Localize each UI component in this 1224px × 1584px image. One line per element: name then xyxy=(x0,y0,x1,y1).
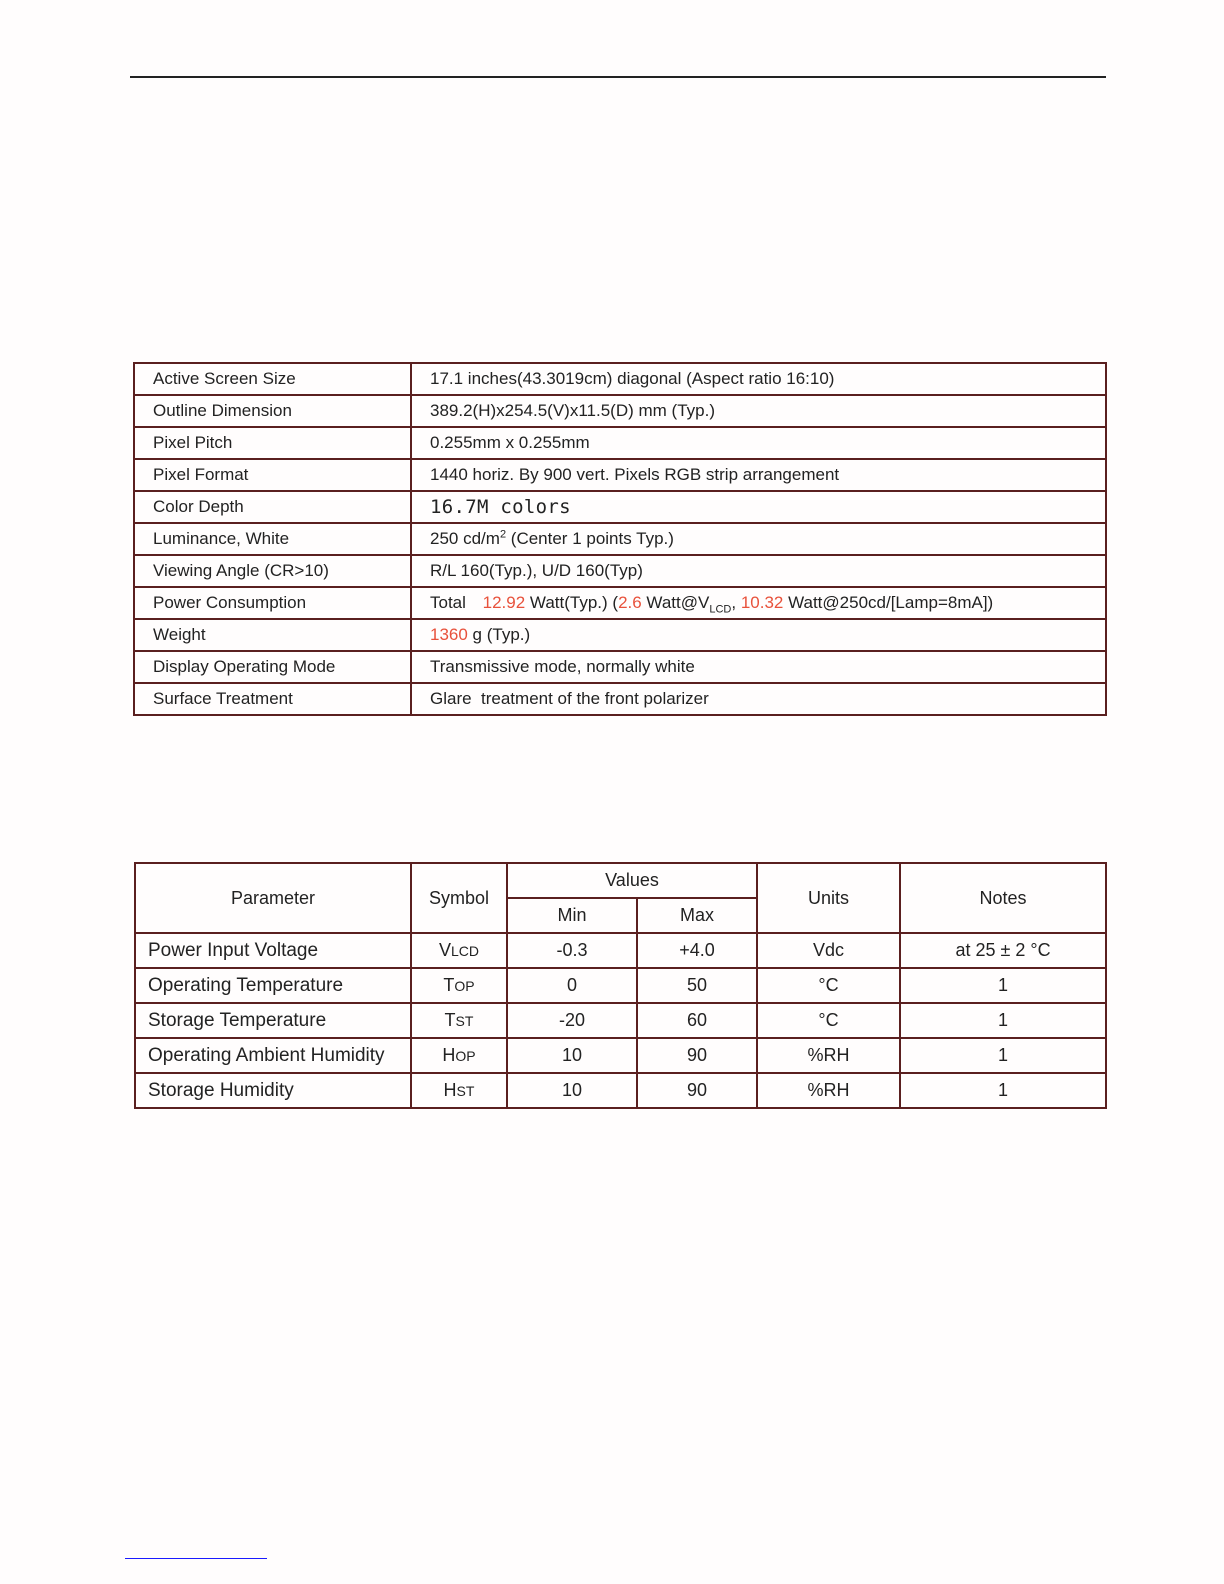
table-row xyxy=(134,683,1106,715)
spec-value xyxy=(411,619,1106,651)
spec-label: Display Operating Mode xyxy=(134,651,411,683)
table-row xyxy=(134,395,1106,427)
spec-value: 0.255mm x 0.255mm xyxy=(411,427,1106,459)
spec-label: Outline Dimension xyxy=(134,395,411,427)
cell-parameter: Operating Temperature xyxy=(135,968,411,1003)
cell-notes: 1 xyxy=(900,1003,1106,1038)
spec-value: R/L 160(Typ.), U/D 160(Typ) xyxy=(411,555,1106,587)
spec-value: 17.1 inches(43.3019cm) diagonal (Aspect ratio 16:10) xyxy=(411,363,1106,395)
value-text: Watt@250cd/[Lamp=8mA]) xyxy=(783,593,994,612)
cell-units: %RH xyxy=(757,1038,900,1073)
table-row xyxy=(134,651,1106,683)
cell-units: %RH xyxy=(757,1073,900,1108)
cell-symbol xyxy=(411,1073,507,1108)
spec-label: Viewing Angle (CR>10) xyxy=(134,555,411,587)
symbol-letter: T xyxy=(444,1010,456,1030)
symbol-letter: H xyxy=(442,1045,456,1065)
table-row xyxy=(135,1073,1106,1108)
highlight-value: 10.32 xyxy=(740,593,784,612)
value-text: 250 cd/m xyxy=(430,529,500,548)
symbol-subscript: LCD xyxy=(451,943,480,959)
spec-label: Pixel Format xyxy=(134,459,411,491)
value-text: , xyxy=(731,593,741,612)
symbol-subscript: ST xyxy=(456,1083,475,1099)
cell-max: +4.0 xyxy=(637,933,757,968)
spec-label: Power Consumption xyxy=(134,587,411,619)
header-notes: Notes xyxy=(900,863,1106,933)
table-row xyxy=(135,968,1106,1003)
cell-notes: 1 xyxy=(900,968,1106,1003)
cell-min: 10 xyxy=(507,1073,637,1108)
symbol-subscript: ST xyxy=(455,1013,474,1029)
symbol-subscript: OP xyxy=(455,1048,476,1064)
spec-value xyxy=(411,523,1106,555)
cell-symbol xyxy=(411,968,507,1003)
header-units: Units xyxy=(757,863,900,933)
highlight-value: 12.92 xyxy=(482,593,526,612)
highlight-value: 1360 xyxy=(430,625,468,644)
cell-min: 0 xyxy=(507,968,637,1003)
header-row xyxy=(135,863,1106,898)
spec-value xyxy=(411,587,1106,619)
header-values: Values xyxy=(507,863,757,898)
cell-notes: 1 xyxy=(900,1073,1106,1108)
spec-label: Active Screen Size xyxy=(134,363,411,395)
cell-units: °C xyxy=(757,968,900,1003)
table-row xyxy=(135,1003,1106,1038)
table-row xyxy=(134,427,1106,459)
table-row xyxy=(135,1038,1106,1073)
spec-value: 1440 horiz. By 900 vert. Pixels RGB strip arrangement xyxy=(411,459,1106,491)
symbol-letter: V xyxy=(438,940,451,960)
table-row xyxy=(134,587,1106,619)
specification-table xyxy=(133,362,1107,716)
spec-value: Glare treatment of the front polarizer xyxy=(411,683,1106,715)
value-text: Total xyxy=(430,593,471,612)
spec-label: Color Depth xyxy=(134,491,411,523)
cell-max: 50 xyxy=(637,968,757,1003)
table-row xyxy=(134,459,1106,491)
spec-value: Transmissive mode, normally white xyxy=(411,651,1106,683)
absolute-ratings-table xyxy=(134,862,1107,1109)
header-parameter: Parameter xyxy=(135,863,411,933)
table-row xyxy=(134,491,1106,523)
spec-label: Luminance, White xyxy=(134,523,411,555)
subscript: LCD xyxy=(709,603,732,616)
cell-symbol xyxy=(411,1038,507,1073)
table-row xyxy=(134,523,1106,555)
spec-label: Surface Treatment xyxy=(134,683,411,715)
cell-min: 10 xyxy=(507,1038,637,1073)
table-row xyxy=(135,933,1106,968)
table-row xyxy=(134,555,1106,587)
cell-symbol xyxy=(411,1003,507,1038)
cell-notes: 1 xyxy=(900,1038,1106,1073)
symbol-subscript: OP xyxy=(454,978,475,994)
spec-label: Pixel Pitch xyxy=(134,427,411,459)
header-symbol: Symbol xyxy=(411,863,507,933)
highlight-value: 2.6 xyxy=(618,593,642,612)
table-row xyxy=(134,363,1106,395)
value-text: (Center 1 points Typ.) xyxy=(506,529,674,548)
superscript: 2 xyxy=(499,528,507,541)
cell-parameter: Storage Temperature xyxy=(135,1003,411,1038)
value-text: Watt@V xyxy=(641,593,710,612)
cell-units: °C xyxy=(757,1003,900,1038)
footnote-rule xyxy=(125,1558,267,1559)
header-rule xyxy=(130,76,1106,78)
header-max: Max xyxy=(637,898,757,933)
cell-units: Vdc xyxy=(757,933,900,968)
spec-value: 16.7M colors xyxy=(411,491,1106,523)
symbol-letter: T xyxy=(443,975,455,995)
spec-label: Weight xyxy=(134,619,411,651)
cell-max: 60 xyxy=(637,1003,757,1038)
cell-min: -20 xyxy=(507,1003,637,1038)
cell-parameter: Operating Ambient Humidity xyxy=(135,1038,411,1073)
table-row xyxy=(134,619,1106,651)
header-min: Min xyxy=(507,898,637,933)
cell-parameter: Power Input Voltage xyxy=(135,933,411,968)
cell-min: -0.3 xyxy=(507,933,637,968)
cell-notes: at 25 ± 2 °C xyxy=(900,933,1106,968)
spec-value: 389.2(H)x254.5(V)x11.5(D) mm (Typ.) xyxy=(411,395,1106,427)
cell-max: 90 xyxy=(637,1038,757,1073)
value-text: Watt(Typ.) ( xyxy=(525,593,619,612)
cell-symbol xyxy=(411,933,507,968)
value-text: g (Typ.) xyxy=(467,625,531,644)
cell-max: 90 xyxy=(637,1073,757,1108)
symbol-letter: H xyxy=(443,1080,457,1100)
cell-parameter: Storage Humidity xyxy=(135,1073,411,1108)
